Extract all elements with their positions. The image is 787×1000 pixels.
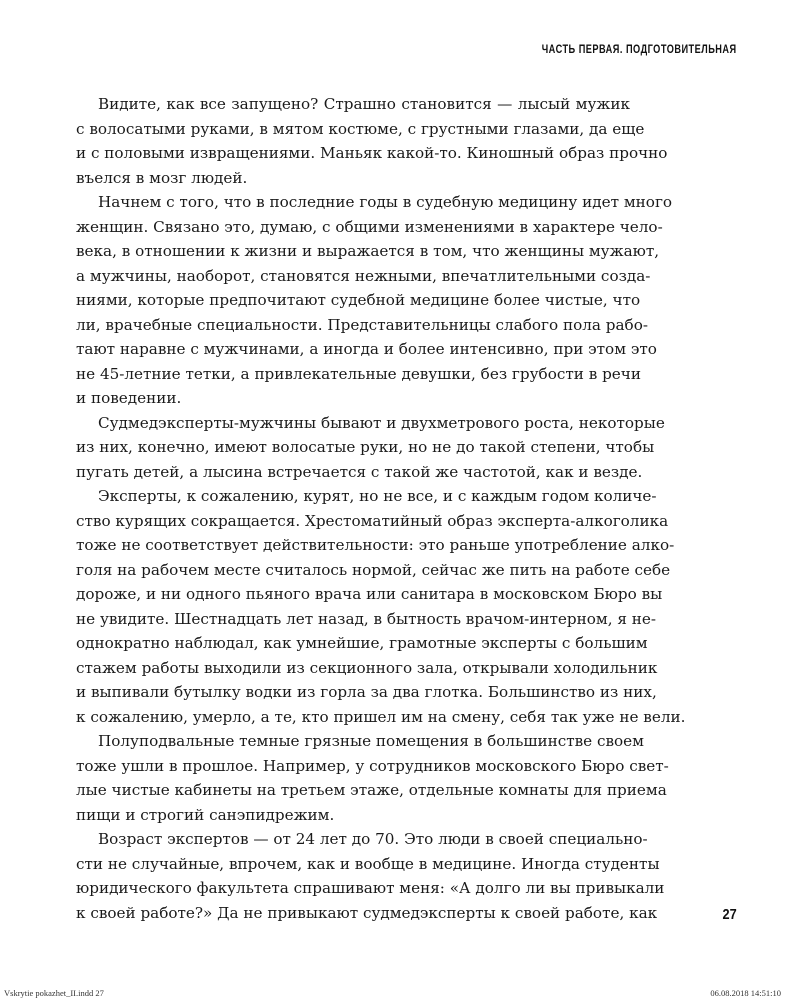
text-line: и с половыми извращениями. Маньяк какой-то. Киношный образ прочно (76, 144, 668, 162)
text-line: ли, врачебные специальности. Представительницы слабого пола рабо- (76, 315, 648, 334)
paragraph (76, 411, 665, 485)
text-line: Возраст экспертов — от 24 лет до 70. Это люди в своей специально- (98, 830, 648, 848)
paragraph (76, 484, 686, 729)
paragraph (76, 729, 669, 827)
text-line: стажем работы выходили из секционного зала, открывали холодильник (76, 658, 658, 677)
text-line: и выпивали бутылку водки из горла за два глотка. Большинство из них, (76, 683, 657, 701)
text-line: Видите, как все запущено? Страшно становится — лысый мужик (98, 95, 630, 113)
page-number: 27 (722, 906, 737, 923)
text-line: из них, конечно, имеют волосатые руки, но не до такой степени, чтобы (76, 438, 655, 456)
text-line: лые чистые кабинеты на третьем этаже, отдельные комнаты для приема (76, 781, 667, 799)
text-line: тоже ушли в прошлое. Например, у сотрудников московского Бюро свет- (76, 756, 669, 775)
paragraph (76, 190, 673, 411)
text-line: ниями, которые предпочитают судебной медицине более чистые, что (76, 291, 641, 309)
text-line: к сожалению, умерло, а те, кто пришел им на смену, себя так уже не вели. (76, 707, 686, 726)
text-line: века, в отношении к жизни и выражается в том, что женщины мужают, (76, 242, 660, 260)
text-line: к своей работе?» Да не привыкают судмедэксперты к своей работе, как (76, 903, 658, 922)
text-line: и поведении. (76, 389, 182, 407)
text-line: Эксперты, к сожалению, курят, но не все, и с каждым годом количе- (98, 487, 657, 505)
print-slug-timestamp: 06.08.2018 14:51:10 (710, 988, 781, 998)
text-line: дороже, и ни одного пьяного врача или санитара в московском Бюро вы (76, 585, 663, 603)
text-line: не 45-летние тетки, а привлекательные девушки, без грубости в речи (76, 364, 641, 383)
text-line: Полуподвальные темные грязные помещения в большинстве своем (98, 732, 644, 750)
text-line: тают наравне с мужчинами, а иногда и более интенсивно, при этом это (76, 340, 657, 358)
text-line: с волосатыми руками, в мятом костюме, с грустными глазами, да еще (76, 119, 645, 138)
text-line: однократно наблюдал, как умнейшие, грамотные эксперты с большим (76, 634, 648, 652)
text-line: а мужчины, наоборот, становятся нежными, впечатлительными созда- (76, 266, 651, 285)
paragraph (76, 827, 665, 925)
text-line: голя на рабочем месте считалось нормой, сейчас же пить на работе себе (76, 560, 671, 579)
body-text (76, 92, 686, 925)
text-line: пугать детей, а лысина встречается с такой же частотой, как и везде. (76, 462, 643, 481)
text-line: тоже не соответствует действительности: это раньше употребление алко- (76, 536, 675, 554)
text-line: Судмедэксперты-мужчины бывают и двухметрового роста, некоторые (98, 413, 665, 432)
running-head: ЧАСТЬ ПЕРВАЯ. ПОДГОТОВИТЕЛЬНАЯ (542, 44, 737, 56)
print-slug-filename: Vskrytie pokazhet_II.indd 27 (4, 988, 104, 998)
text-line: въелся в мозг людей. (76, 168, 248, 187)
text-line: сти не случайные, впрочем, как и вообще в медицине. Иногда студенты (76, 854, 660, 873)
text-line: ство курящих сокращается. Хрестоматийный образ эксперта-алкоголика (76, 511, 669, 530)
text-line: пищи и строгий санэпидрежим. (76, 805, 335, 824)
text-line: не увидите. Шестнадцать лет назад, в бытность врачом-интерном, я не- (76, 609, 657, 628)
text-line: юридического факультета спрашивают меня: «А долго ли вы привыкали (76, 879, 665, 897)
text-line: Начнем с того, что в последние годы в судебную медицину идет много (98, 193, 673, 211)
paragraph (76, 92, 668, 190)
text-line: женщин. Связано это, думаю, с общими изменениями в характере чело- (76, 217, 663, 236)
